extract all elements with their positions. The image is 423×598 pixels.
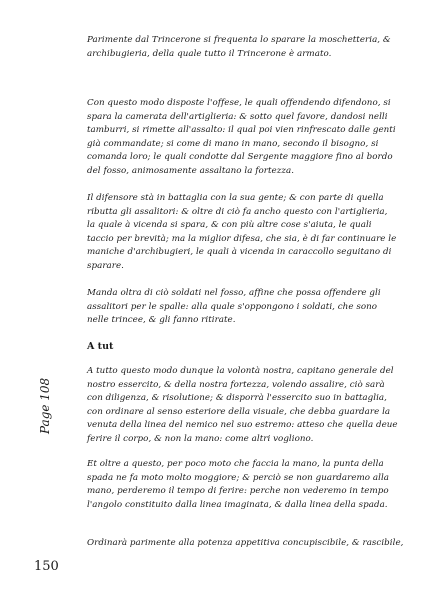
section-heading: A tut — [87, 341, 114, 352]
text-line: ributta gli assalitori: & oltre di ciò fa ancho questo con l'artiglieria, — [87, 206, 388, 217]
text-line: con ordinare al senso esteriore della visuale, che debba guardare la — [87, 406, 391, 417]
text-line: del fosso, animosamente assaltano la fortezza. — [87, 165, 295, 176]
side-page-label: Page 108 — [38, 377, 52, 434]
text-line: Manda oltra di ciò soldati nel fosso, affine che possa offendere gli — [87, 288, 381, 298]
text-line: ferire il corpo, & non la mano: come altri vogliono. — [87, 433, 314, 444]
paragraph-difensore — [87, 192, 397, 274]
text-line: già commandate; si come di mano in mano, secondo il bisogno, si — [87, 138, 379, 149]
text-line: Il difensore stà in battaglia con la sua gente; & con parte di quella — [87, 193, 384, 203]
text-line: nelle trincee, & gli fanno ritirate. — [87, 315, 236, 326]
text-line: Parimente dal Trincerone si frequenta lo sparare la moschetteria, & — [87, 35, 391, 45]
paragraph-trincerone — [87, 34, 391, 61]
text-line: con diligenza, & risolutione; & disporrà l'essercito suo in battaglia, — [87, 393, 387, 404]
paragraph-ordinara — [87, 537, 404, 551]
paragraph-et-oltre — [87, 458, 390, 512]
text-line: maniche d'archibugieri, le quali à vicenda in caraccollo seguitano di — [87, 247, 392, 258]
text-line: Ordinarà parimente alla potenza appetitiva concupiscibile, & rascibile, — [87, 538, 404, 548]
text-line: spada ne fa moto molto moggiore; & perciò se non guardaremo alla — [87, 472, 390, 483]
text-line: spara la camerata dell'artiglieria: & sotto quel favore, dandosi nelli — [87, 111, 388, 122]
text-line: sparare. — [87, 260, 124, 271]
text-line: mano, perderemo il tempo di ferire: perche non vederemo in tempo — [87, 486, 389, 497]
text-line: venuta della linea del nemico nel suo estremo: atteso che quella deue — [87, 420, 398, 431]
page-number: 150 — [34, 559, 59, 574]
text-line: comanda loro; le quali condotte dal Sergente maggiore fino al bordo — [87, 152, 393, 163]
text-line: Con questo modo disposte l'offese, le quali offendendo difendono, si — [87, 98, 391, 108]
text-line: taccio per brevità; ma la miglior difesa, che sia, è di far continuare le — [87, 233, 397, 244]
text-line: tamburri, si rimette all'assalto: il qual poi vien rinfrescato dalle genti — [87, 125, 396, 136]
text-line: archibugieria, della quale tutto il Trincerone è armato. — [87, 48, 332, 59]
text-line: Et oltre a questo, per poco moto che faccia la mano, la punta della — [87, 459, 384, 469]
text-line: assalitori per le spalle: alla quale s'oppongono i soldati, che sono — [87, 301, 378, 312]
text-line: A tutto questo modo dunque la volontà nostra, capitano generale del — [87, 366, 394, 376]
paragraph-offese — [87, 97, 396, 179]
text-line: nostro essercito, & della nostra fortezza, volendo assalire, ciò sarà — [87, 379, 385, 390]
paragraph-manda — [87, 287, 387, 328]
paragraph-volonta — [87, 365, 398, 447]
text-line: l'angolo constituito dalla linea imaginata, & dalla linea della spada. — [87, 499, 388, 510]
text-line: la quale à vicenda si spara, & con più altre cose s'aiuta, le quali — [87, 220, 372, 231]
